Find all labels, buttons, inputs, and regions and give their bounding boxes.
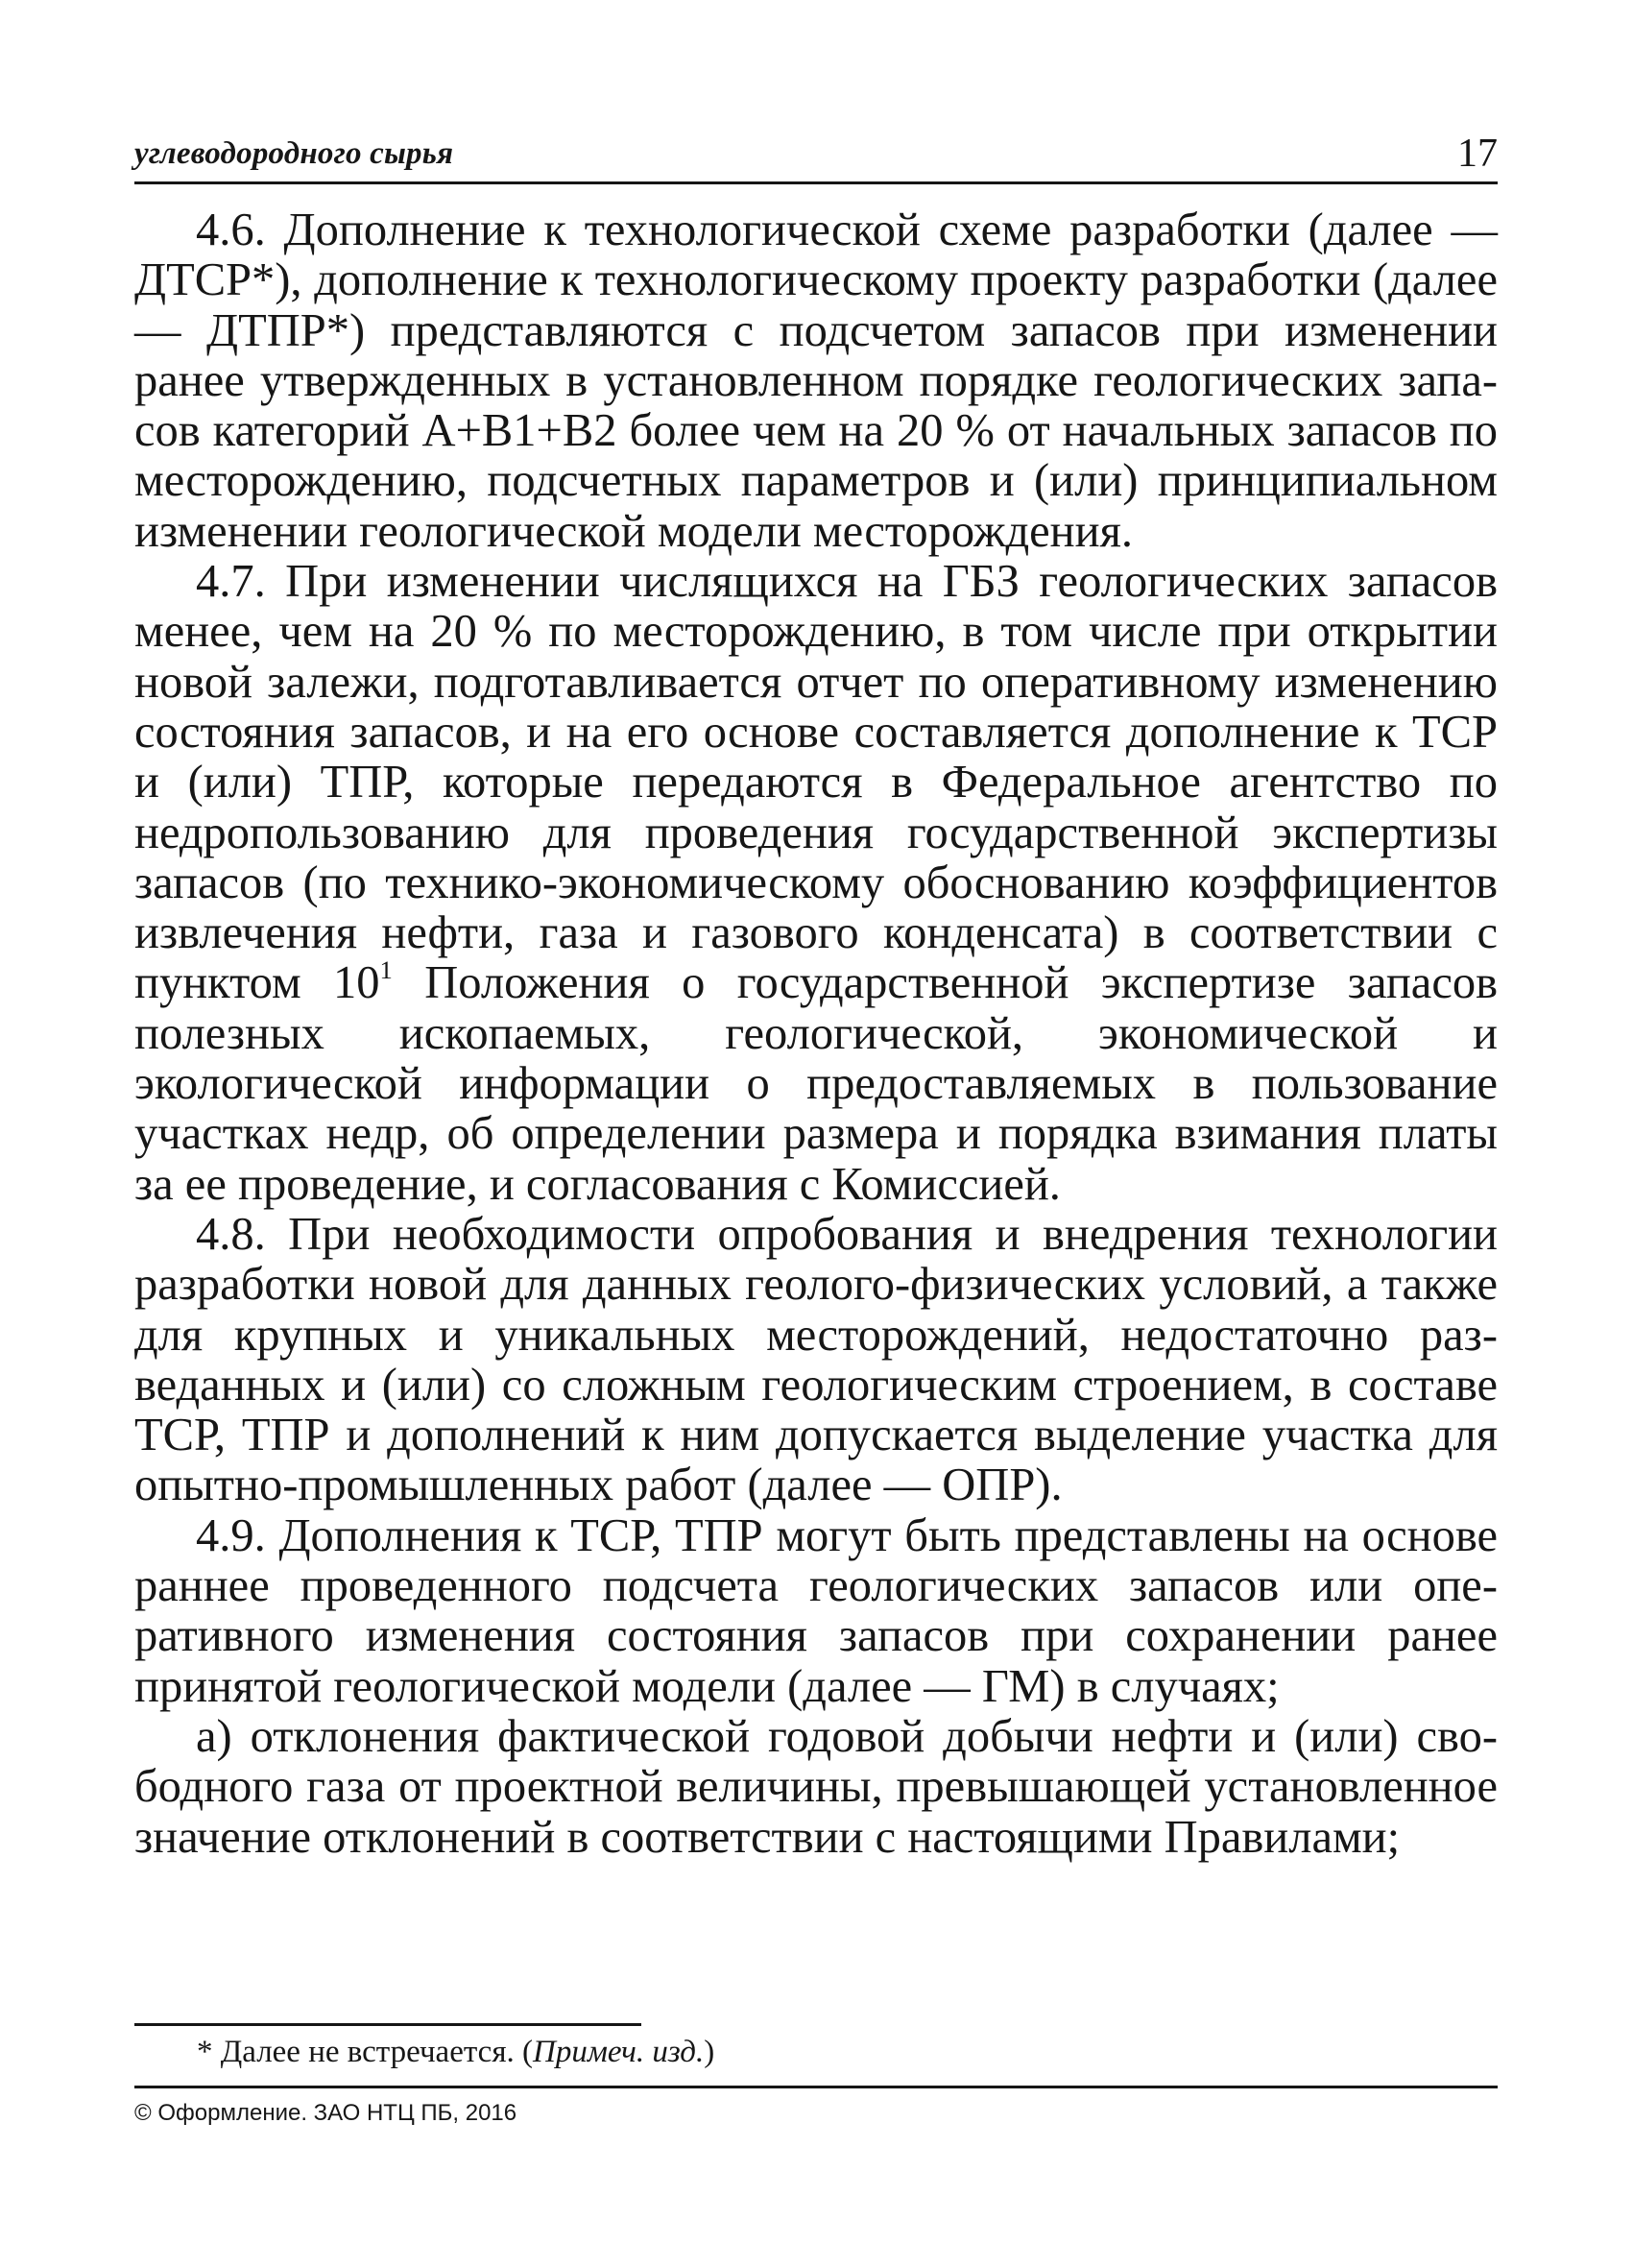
paragraph-a [134,1712,1498,1863]
text-line: бодного газа от проектной величины, превышающей установленное [134,1761,1498,1813]
text-line: ТСР, ТПР и дополнений к ним допускается выделение участка для [134,1410,1498,1461]
footnote-close: ) [704,2035,715,2069]
text-line: и экологической информации о предоставляемых в пользование [134,1007,1498,1110]
text-line: Положения о государственной эксперти [392,957,1277,1009]
header-rule [134,181,1498,184]
text-line: опытно-промышленных работ (далее — ОПР). [134,1460,1063,1511]
footer-rule [134,2086,1498,2088]
text-line: по недропользованию для проведения государственной экспер [134,757,1499,858]
text-line: значение отклонений в соответствии с настоящими Правилами; [134,1811,1401,1863]
text-line: же для крупных и уникальных месторождений, недостаточно раз [134,1259,1498,1361]
text-line: фициентов извлечения нефти, газа и газового конденсата) в соот [134,857,1498,959]
text-line: за ее проведение, и согласования с Комиссией. [134,1158,1061,1210]
paragraph-4-9 [134,1511,1498,1712]
footnote-text: * Далее не встречается. ( [197,2035,533,2069]
footnote-superscript: 1 [379,955,393,985]
body-text [134,205,1498,1863]
footnote [197,2033,714,2071]
paragraph-4-8 [134,1210,1498,1511]
text-line: лее — ДТПР*) представляются с подсчетом запасов при изменении [134,254,1498,356]
text-line: разработки новой для данных геолого-физических условий, а так [134,1259,1446,1311]
text-line: принятой геологической модели (далее — ГМ) в случаях; [134,1660,1280,1712]
text-line: 4.6. Дополнение к технологической схеме разработки (далее — [196,205,1498,255]
text-line: ве раннее проведенного подсчета геологических запасов или опе [134,1509,1498,1612]
text-line: ДТСР*), дополнение к технологическому проекту разработки (да [134,254,1433,306]
text-line: нию состояния запасов, и на его основе составляется дополнение [134,656,1498,758]
page-number: 17 [1457,132,1498,176]
copyright-notice: © Оформление. ЗАО НТЦ ПБ, 2016 [134,2100,517,2126]
text-line: зе запасов полезных ископаемых, геологической, экономической [134,957,1499,1059]
text-line: ветствии с пунктом 10 [134,907,1498,1009]
text-line: веданных и (или) со сложным геологическим строением, в составе [134,1359,1498,1411]
paragraph-4-6 [134,205,1498,557]
paragraph-4-7 [134,557,1498,1210]
text-line: ративного изменения состояния запасов при сохранении ранее [134,1610,1498,1662]
running-title: углеводородного сырья [134,136,454,171]
text-line: месторождению, подсчетных параметров и (или) принципиальном [134,455,1498,507]
text-line: изменении геологической модели месторождения. [134,505,1134,557]
footnote-rule [134,2023,641,2026]
running-head [134,133,1498,179]
text-line: к ТСР и (или) ТПР, которые передаются в Федеральное агентство [134,706,1498,808]
text-line: 4.9. Дополнения к ТСР, ТПР могут быть представлены на осно [196,1509,1455,1561]
text-line: 4.7. При изменении числящихся на ГБЗ геологических запасов [196,556,1498,608]
text-line: ранее утвержденных в установленном порядке геологических запа [134,354,1498,406]
footnote-editor-note: Примеч. изд. [532,2035,705,2069]
text-line: тизы запасов (по технико-экономическому обоснованию коэф [134,807,1498,908]
text-line: новой залежи, подготавливается отчет по оперативному измене [134,656,1413,708]
text-line: сов категорий А+В1+В2 более чем на 20 % от начальных запасов по [134,405,1498,457]
text-line: а) отклонения фактической годовой добычи нефти и (или) сво [196,1710,1498,1762]
text-line: участках недр, об определении размера и порядка взимания платы [134,1108,1498,1160]
text-line: менее, чем на 20 % по месторождению, в том числе при открытии [134,606,1498,658]
text-line: 4.8. При необходимости опробования и внедрения технологии [196,1208,1498,1260]
